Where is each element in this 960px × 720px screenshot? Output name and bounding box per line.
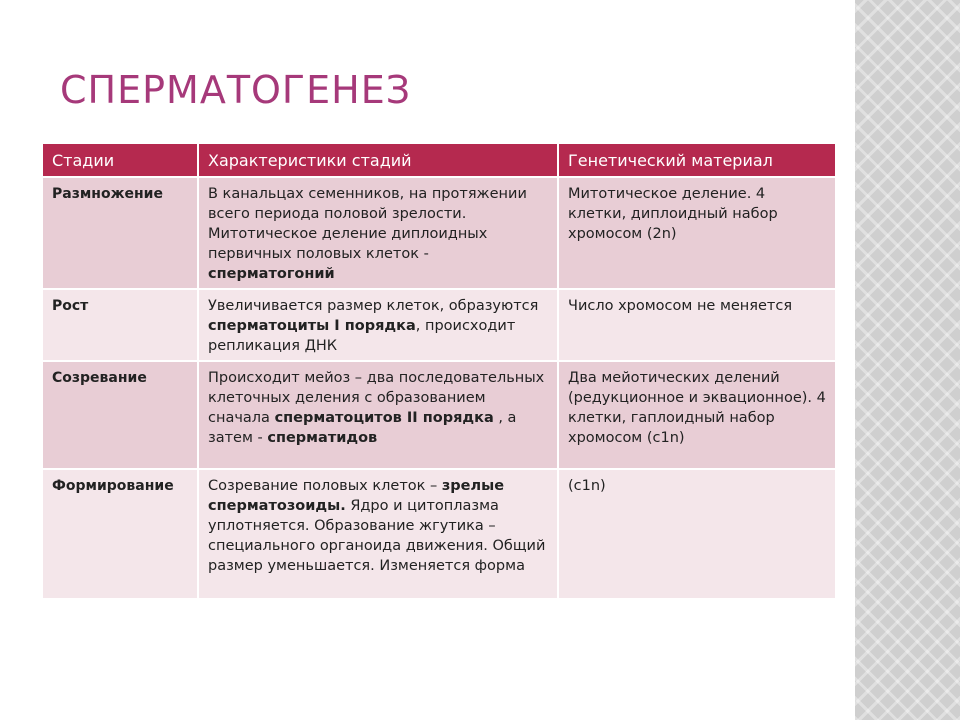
stage-cell: Созревание — [42, 361, 198, 469]
characteristics-bold: сперматоциты I порядка — [208, 318, 416, 334]
characteristics-text: Увеличивается размер клеток, образуются — [208, 298, 539, 314]
header-stages: Стадии — [42, 143, 198, 177]
stage-cell: Формирование — [42, 469, 198, 599]
characteristics-text: , происходит репликация ДНК — [208, 318, 516, 354]
genetic-cell: Два мейотических делений (редукционное и эквационное). 4 клетки, гаплоидный набор хромосом (с1n) — [558, 361, 836, 469]
header-genetic-material: Генетический материал — [558, 143, 836, 177]
table-row — [42, 289, 836, 361]
characteristics-cell — [198, 469, 558, 599]
genetic-cell: Митотическое деление. 4 клетки, диплоидный набор хромосом (2n) — [558, 177, 836, 289]
characteristics-bold: сперматидов — [267, 430, 378, 446]
stage-cell: Размножение — [42, 177, 198, 289]
table-row — [42, 177, 836, 289]
table-row — [42, 361, 836, 469]
characteristics-text: В канальцах семенников, на протяжении всего периода половой зрелости. Митотическое деление диплоидных первичных половых клеток - — [208, 186, 527, 262]
side-decorative-pattern — [855, 0, 960, 720]
characteristics-text: Происходит мейоз – два последовательных клеточных деления с образованием сначала — [208, 370, 545, 426]
genetic-cell: (с1n) — [558, 469, 836, 599]
characteristics-text: Созревание половых клеток – — [208, 478, 442, 494]
table-row — [42, 469, 836, 599]
page-title: СПЕРМАТОГЕНЕЗ — [60, 68, 412, 112]
stages-table — [41, 142, 837, 600]
table-header-row — [42, 143, 836, 177]
stage-cell: Рост — [42, 289, 198, 361]
characteristics-bold: сперматоцитов II порядка — [274, 410, 494, 426]
characteristics-cell — [198, 361, 558, 469]
characteristics-text: Ядро и цитоплазма уплотняется. Образование жгутика – специального органоида движения. Общий размер уменьшается. Изменяется форма — [208, 498, 546, 574]
characteristics-cell — [198, 289, 558, 361]
characteristics-text: , а затем - — [208, 410, 517, 446]
header-characteristics: Характеристики стадий — [198, 143, 558, 177]
characteristics-cell — [198, 177, 558, 289]
characteristics-bold: сперматогоний — [208, 266, 335, 282]
genetic-cell: Число хромосом не меняется — [558, 289, 836, 361]
characteristics-bold: зрелые сперматозоиды. — [208, 478, 505, 514]
